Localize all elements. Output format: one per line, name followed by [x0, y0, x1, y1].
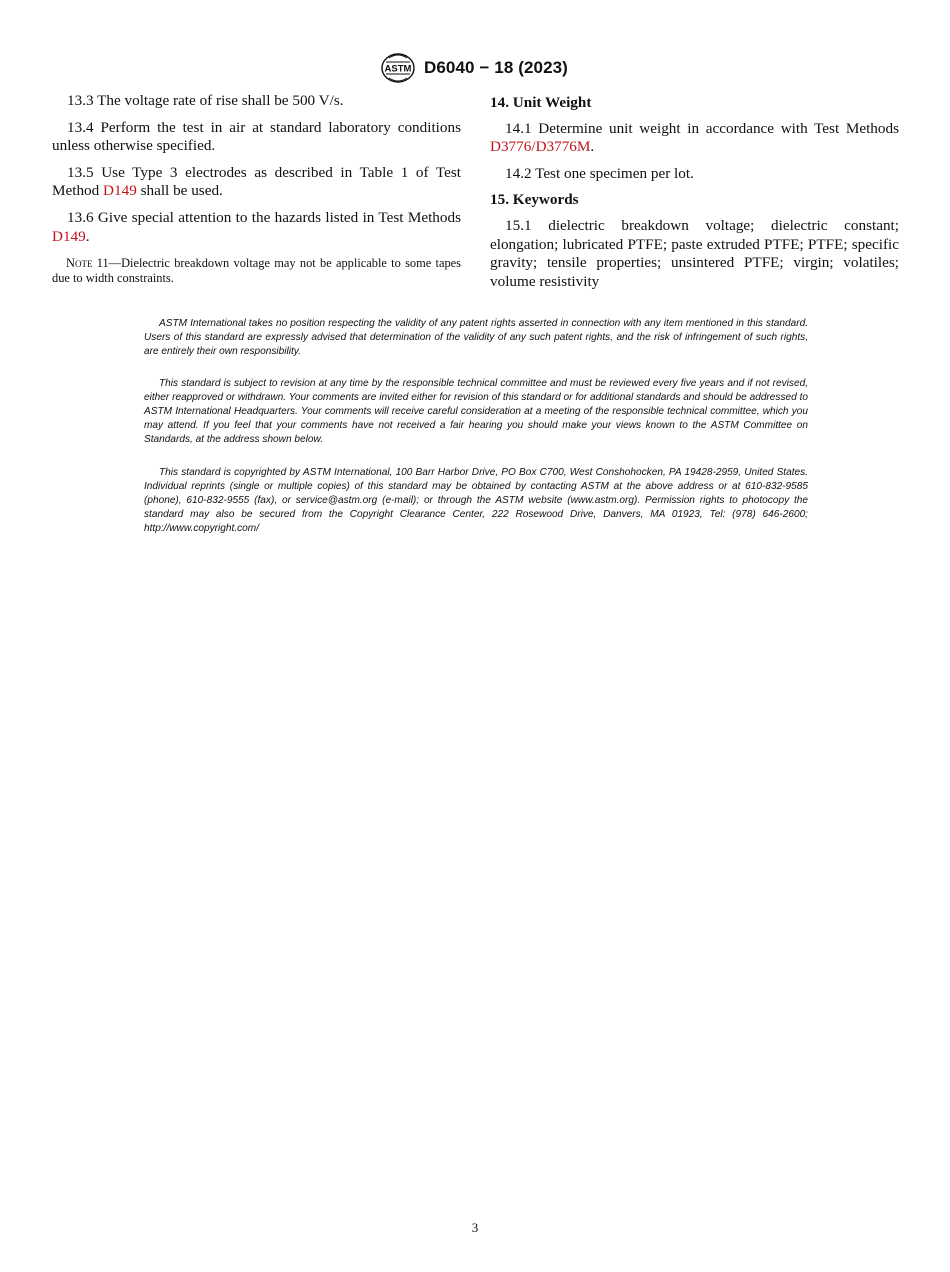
paragraph-13-6-tail: . — [85, 227, 90, 245]
paragraph-13-6-text: 13.6 Give special attention to the hazards listed in Test Methods — [67, 208, 461, 226]
paragraph-13-5 — [52, 164, 461, 201]
copyright-notice-text: This standard is copyrighted by ASTM International, 100 Barr Harbor Drive, PO Box C700, West Conshohocken, PA 19428-2959, United States. Individual reprints (single or multiple copies) of this standard may be obtained by contacting ASTM at the above address or at 610-832-9585 (phone), 610-832-9555 (fax), or service@astm.org (e-mail); or through the ASTM website (www.astm.org). Permission rights to photocopy the standard may also be secured from the Copyright Clearance Center, 222 Rosewood Drive, Danvers, MA 01923, Tel: (978) 646-2600; http://www.copyright.com/ — [144, 467, 808, 534]
patent-notice-text: ASTM International takes no position respecting the validity of any patent rights asserted in connection with any item mentioned in this standard. Users of this standard are expressly advised that determination of the validity of any such patent rights, and the risk of infringement of such rights, are entirely their own responsibility. — [144, 318, 808, 357]
page-number: 3 — [471, 1220, 479, 1235]
paragraph-13-6 — [52, 209, 461, 246]
note-text: —Dielectric breakdown voltage may not be applicable to some tapes due to width constraints. — [52, 256, 462, 286]
astm-logo-icon — [380, 52, 416, 84]
paragraph-14-2: 14.2 Test one specimen per lot. — [505, 164, 694, 182]
left-column — [52, 92, 461, 286]
paragraph-13-5-text: 13.5 Use Type 3 electrodes as described in Table 1 of Test Method — [52, 163, 461, 200]
section-14-heading: 14. Unit Weight — [490, 94, 592, 111]
reference-link-d149[interactable]: D149 — [103, 182, 137, 200]
revision-notice-text: This standard is subject to revision at any time by the responsible technical committee and must be reviewed every five years and if not revised, either reapproved or withdrawn. Your comments are invited either for revision of this standard or for additional standards and should be addressed to ASTM International Headquarters. Your comments will receive careful consideration at a meeting of the responsible technical committee, which you may attend. If you feel that your comments have not received a fair hearing you should make your views known to the ASTM Committee on Standards, at the address shown below. — [144, 378, 808, 445]
page-header — [0, 52, 950, 86]
right-column — [490, 92, 899, 299]
patent-notice — [144, 317, 808, 359]
copyright-notice — [144, 466, 808, 536]
note-11 — [52, 256, 461, 286]
paragraph-15-1: 15.1 dielectric breakdown voltage; dielectric constant; elongation; lubricated PTFE; paste extruded PTFE; PTFE; specific gravity; tensile properties; unsintered PTFE; virgin; volatiles; volume resistivity — [490, 216, 899, 290]
paragraph-14-1 — [490, 120, 899, 157]
paragraph-13-4: 13.4 Perform the test in air at standard laboratory conditions unless otherwise specified. — [52, 118, 461, 155]
revision-notice — [144, 377, 808, 447]
reference-link-d3776[interactable]: D3776/D3776M — [490, 138, 591, 156]
reference-link-d149[interactable]: D149 — [52, 227, 86, 245]
document-designation: D6040 − 18 (2023) — [424, 58, 568, 77]
section-15-heading: 15. Keywords — [490, 191, 579, 209]
logo-text: ASTM — [384, 63, 412, 75]
paragraph-14-1-tail: . — [590, 138, 595, 156]
paragraph-13-5-tail: shall be used. — [136, 182, 223, 200]
note-label: Note 11 — [66, 256, 109, 271]
paragraph-14-1-text: 14.1 Determine unit weight in accordance with Test Methods — [505, 119, 899, 137]
paragraph-13-3: 13.3 The voltage rate of rise shall be 500 V/s. — [67, 92, 344, 109]
